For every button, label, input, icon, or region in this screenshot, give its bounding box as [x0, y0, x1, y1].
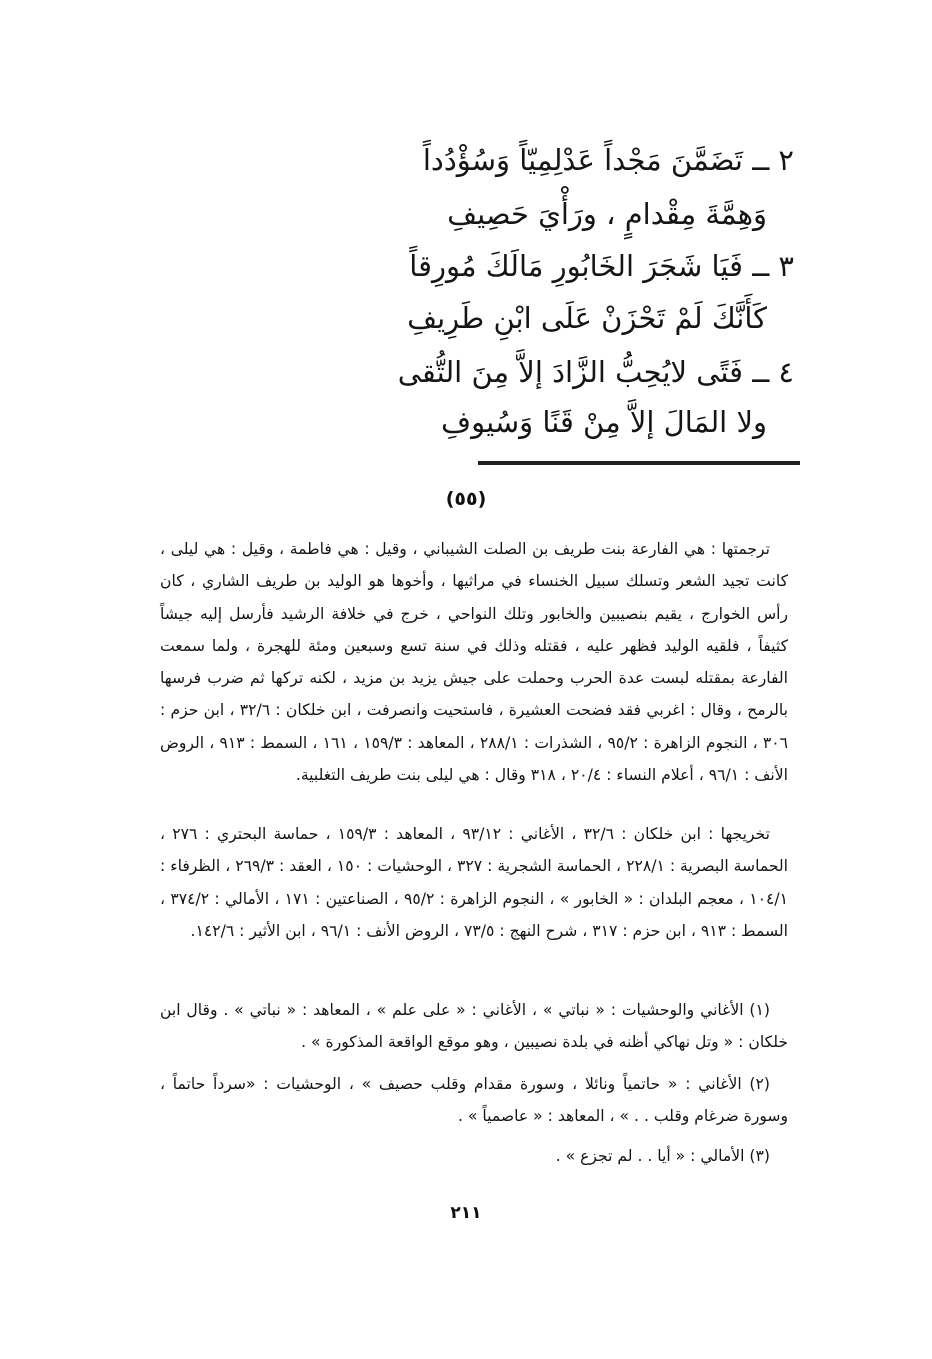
verse-4-first-hemistich: ٤ ــ فَتًى لايُحِبُّ الزَّادَ إلاَّ مِنَ التُّقى — [397, 355, 794, 389]
verse-3-first-hemistich: ٣ ــ فَيَا شَجَرَ الخَابُورِ مَالَكَ مُورِقاً — [409, 249, 794, 283]
section-divider — [478, 461, 800, 465]
takhrij-paragraph — [160, 818, 788, 947]
verse-2-first-hemistich: ٢ ــ تَضَمَّنَ مَجْداً عَدْلِمِيّاً وَسُؤْدُداً — [422, 143, 794, 177]
footnote-2 — [160, 1068, 788, 1133]
verse-2-second-hemistich: وَهِمَّةَ مِقْدامٍ ، ورَأْيَ حَصِيفِ — [447, 197, 767, 231]
verse-4-second-hemistich: ولا المَالَ إلاَّ مِنْ قَنًا وَسُيوفِ — [441, 405, 767, 439]
footnote-2-text: (٢) الأغاني : « حاتمياً ونائلا ، وسورة مقدام وقلب حصيف » ، الوحشيات : «سرداً حاتماً ، وسورة ضرغام وقلب . . » ، المعاهد : « عاصمياً » . — [160, 1075, 788, 1126]
footnote-1-text: (١) الأغاني والوحشيات : « نباتي » ، الأغاني : « على علم » ، المعاهد : « نباتي » . وقال ابن خلكان : « وتل نهاكي أظنه في بلدة نصيبين ، وهو موقع الواقعة المذكورة » . — [160, 1001, 788, 1052]
takhrij-text: تخريجها : ابن خلكان : ٣٢/٦ ، الأغاني : ٩٣/١٢ ، المعاهد : ١٥٩/٣ ، حماسة البحتري : ٢٧٦ ، الحماسة البصرية : ٢٢٨/١ ، الحماسة الشجرية : ٣٢٧ ، الوحشيات : ١٥٠ ، العقد : ٢٦٩/٣ ، الظرفاء : ١٠٤/١ ، معجم البلدان : « الخابور » ، النجوم الزاهرة : ٩٥/٢ ، الصناعتين : ١٧١ ، الأمالي : ٣٧٤/٢ ، السمط : ٩١٣ ، ابن حزم : ٣١٧ ، شرح النهج : ٧٣/٥ ، الروض الأنف : ٩٦/١ ، ابن الأثير : ١٤٢/٦. — [160, 825, 788, 940]
verse-3-second-hemistich: كَأَنَّكَ لَمْ تَحْزَنْ عَلَى ابْنِ طَرِيفِ — [407, 301, 767, 335]
biography-text: ترجمتها : هي الفارعة بنت طريف بن الصلت الشيباني ، وقيل : هي فاطمة ، وقيل : هي ليلى ، كانت تجيد الشعر وتسلك سبيل الخنساء في مراثيها ، وأخوها هو الوليد بن طريف الشاري ، كان رأس الخوارج ، يقيم بنصيبين والخابور وتلك النواحي ، خرج في خلافة الرشيد فأرسل إليه جيشاً كثيفاً ، فلقيه الوليد فظهر عليه ، فقتله وذلك في سنة تسع وسبعين ومئة للهجرة ، ولما سمعت الفارعة بمقتله لبست عدة الحرب وحملت على جيش يزيد بن مزيد ، لكنه تركها ثم ضرب فرسها بالرمح ، وقال : اغربي فقد فضحت العشيرة ، فاستحيت وانصرفت ، ابن خلكان : ٣٢/٦ ، ابن حزم : ٣٠٦ ، النجوم الزاهرة : ٩٥/٢ ، الشذرات : ٢٨٨/١ ، المعاهد : ١٥٩/٣ ، ١٦١ ، السمط : ٩١٣ ، الروض الأنف : ٩٦/١ ، أعلام النساء : ٢٠/٤ ، ٣١٨ وقال : هي ليلى بنت طريف التغلبية. — [160, 540, 789, 785]
biography-paragraph — [160, 533, 788, 791]
footnote-3 — [160, 1140, 788, 1172]
footnote-1 — [160, 994, 788, 1059]
page-number: ٢١١ — [450, 1203, 482, 1223]
poem-number: (٥٥) — [445, 488, 487, 510]
footnote-3-text: (٣) الأمالي : « أيا . . لم تجزع » . — [555, 1147, 770, 1165]
